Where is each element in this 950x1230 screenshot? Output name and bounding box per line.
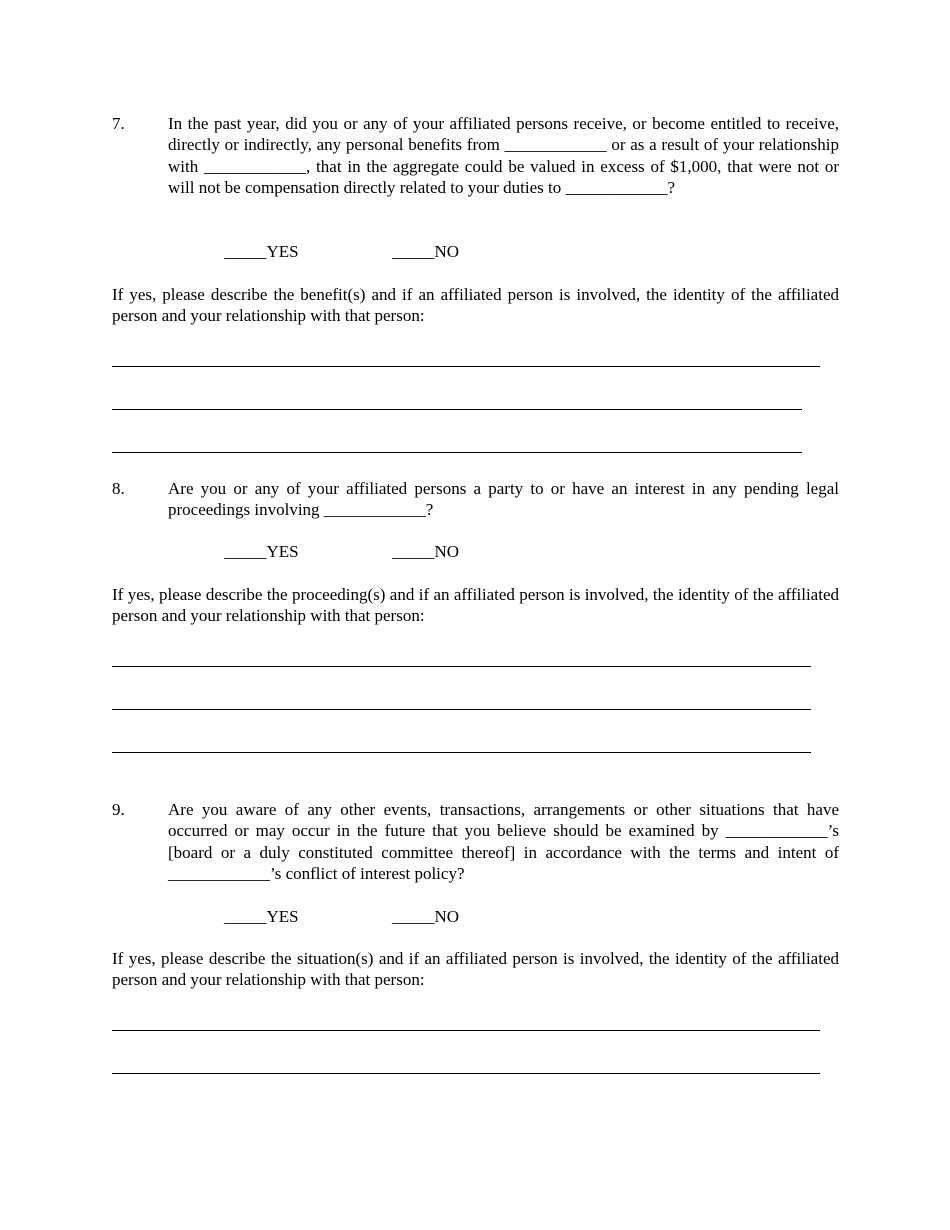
question-7-yes-option[interactable]: _____YES bbox=[224, 242, 299, 261]
question-7-text: In the past year, did you or any of your affiliated persons receive, or become entitled to receive, directly or indirectly, any personal benefits from ____________ or as a result of your relationship with ____________, that in the aggregate could be valued in excess of $1,000, that were not or will not be compensation directly related to your duties to ____________? bbox=[168, 114, 839, 197]
question-8-answer-line-1[interactable] bbox=[112, 666, 811, 667]
question-8-text: Are you or any of your affiliated persons a party to or have an interest in any pending legal proceedings involving ____________? bbox=[168, 479, 839, 520]
question-8-answer-line-3[interactable] bbox=[112, 752, 811, 753]
question-8-answer-line-2[interactable] bbox=[112, 709, 811, 710]
question-9-followup: If yes, please describe the situation(s) and if an affiliated person is involved, the identity of the affiliated person and your relationship with that person: bbox=[112, 949, 839, 990]
question-9-no-option[interactable]: _____NO bbox=[392, 907, 460, 926]
question-9-number: 9. bbox=[112, 800, 125, 819]
question-7-number: 7. bbox=[112, 114, 125, 133]
question-9-answer-line-2[interactable] bbox=[112, 1073, 820, 1074]
question-7-answer-line-3[interactable] bbox=[112, 452, 802, 453]
question-7-answer-line-1[interactable] bbox=[112, 366, 820, 367]
question-8-number: 8. bbox=[112, 479, 125, 498]
question-9-yes-option[interactable]: _____YES bbox=[224, 907, 299, 926]
question-9-text: Are you aware of any other events, transactions, arrangements or other situations that have occurred or may occur in the future that you believe should be examined by ____________’s [board or a duly constituted committee thereof] in accordance with the terms and intent of ____________’s conflict of interest policy? bbox=[168, 800, 839, 883]
question-8-followup: If yes, please describe the proceeding(s) and if an affiliated person is involved, the identity of the affiliated person and your relationship with that person: bbox=[112, 585, 839, 626]
question-7-answer-line-2[interactable] bbox=[112, 409, 802, 410]
question-8-no-option[interactable]: _____NO bbox=[392, 542, 460, 561]
question-7-followup: If yes, please describe the benefit(s) and if an affiliated person is involved, the identity of the affiliated person and your relationship with that person: bbox=[112, 285, 839, 326]
question-7-no-option[interactable]: _____NO bbox=[392, 242, 460, 261]
question-9-answer-line-1[interactable] bbox=[112, 1030, 820, 1031]
question-8-yes-option[interactable]: _____YES bbox=[224, 542, 299, 561]
